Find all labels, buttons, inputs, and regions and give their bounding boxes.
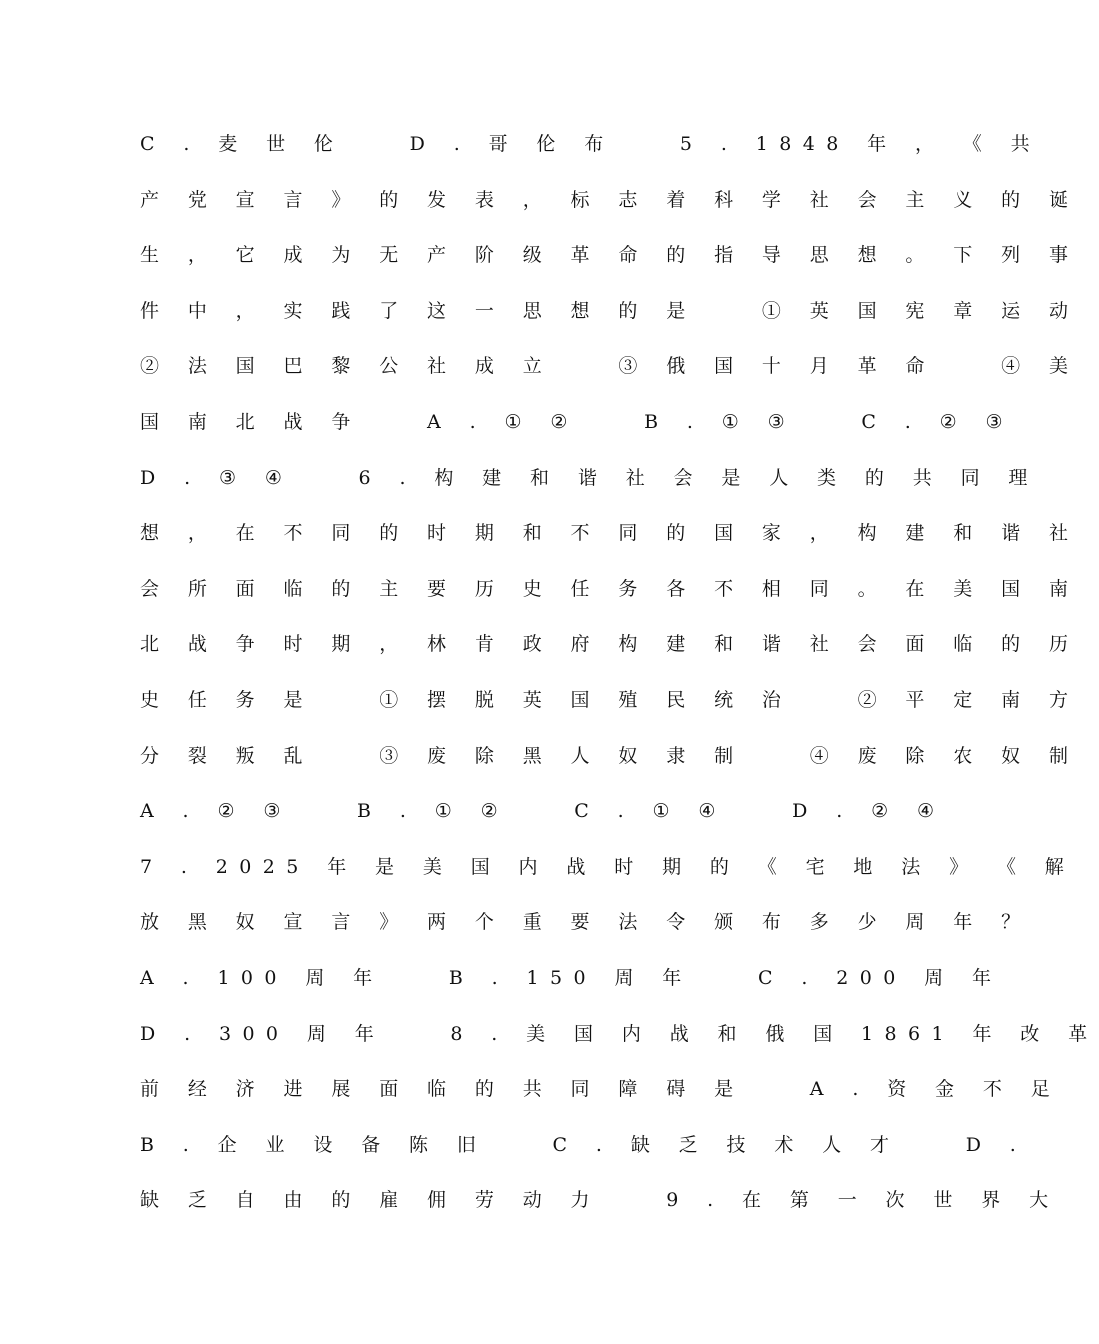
text-line: B . 企 业 设 备 陈 旧 C . 缺 乏 技 术 人 才 D .: [140, 1133, 1028, 1156]
text-line: A . 100 周 年 B . 150 周 年 C . 200 周 年: [140, 966, 1003, 989]
body-text: [140, 117, 1099, 1229]
text-line: ② 法 国 巴 黎 公 社 成 立 ③ 俄 国 十 月 革 命 ④ 美: [140, 355, 1080, 378]
text-line: 生 ， 它 成 为 无 产 阶 级 革 命 的 指 导 思 想 。 下 列 事: [140, 244, 1080, 267]
text-line: 产 党 宣 言 》 的 发 表 ， 标 志 着 科 学 社 会 主 义 的 诞: [140, 188, 1080, 211]
text-line: 分 裂 叛 乱 ③ 废 除 黑 人 奴 隶 制 ④ 废 除 农 奴 制: [140, 744, 1080, 767]
text-line: 7 . 2025 年 是 美 国 内 战 时 期 的 《 宅 地 法 》 《 解: [140, 855, 1076, 878]
text-line: 放 黑 奴 宣 言 》 两 个 重 要 法 令 颁 布 多 少 周 年 ？: [140, 911, 1032, 934]
text-line: D . ③ ④ 6 . 构 建 和 谐 社 会 是 人 类 的 共 同 理: [140, 466, 1039, 489]
text-line: 会 所 面 临 的 主 要 历 史 任 务 各 不 相 同 。 在 美 国 南: [140, 577, 1080, 600]
text-line: D . 300 周 年 8 . 美 国 内 战 和 俄 国 1861 年 改 革: [140, 1022, 1099, 1045]
text-line: 缺 乏 自 由 的 雇 佣 劳 动 力 9 . 在 第 一 次 世 界 大: [140, 1189, 1060, 1212]
text-line: 想 ， 在 不 同 的 时 期 和 不 同 的 国 家 ， 构 建 和 谐 社: [140, 522, 1080, 545]
text-line: 件 中 ， 实 践 了 这 一 思 想 的 是 ① 英 国 宪 章 运 动: [140, 299, 1080, 322]
text-line: 史 任 务 是 ① 摆 脱 英 国 殖 民 统 治 ② 平 定 南 方: [140, 688, 1080, 711]
text-line: 北 战 争 时 期 ， 林 肯 政 府 构 建 和 谐 社 会 面 临 的 历: [140, 633, 1080, 656]
text-line: A . ② ③ B . ① ② C . ① ④ D . ② ④: [140, 800, 946, 823]
text-line: C . 麦 世 伦 D . 哥 伦 布 5 . 1848 年 ， 《 共: [140, 133, 1042, 155]
text-line: 国 南 北 战 争 A . ① ② B . ① ③ C . ② ③: [140, 410, 1014, 433]
text-line: 前 经 济 进 展 面 临 的 共 同 障 碍 是 A . 资 金 不 足: [140, 1078, 1062, 1101]
